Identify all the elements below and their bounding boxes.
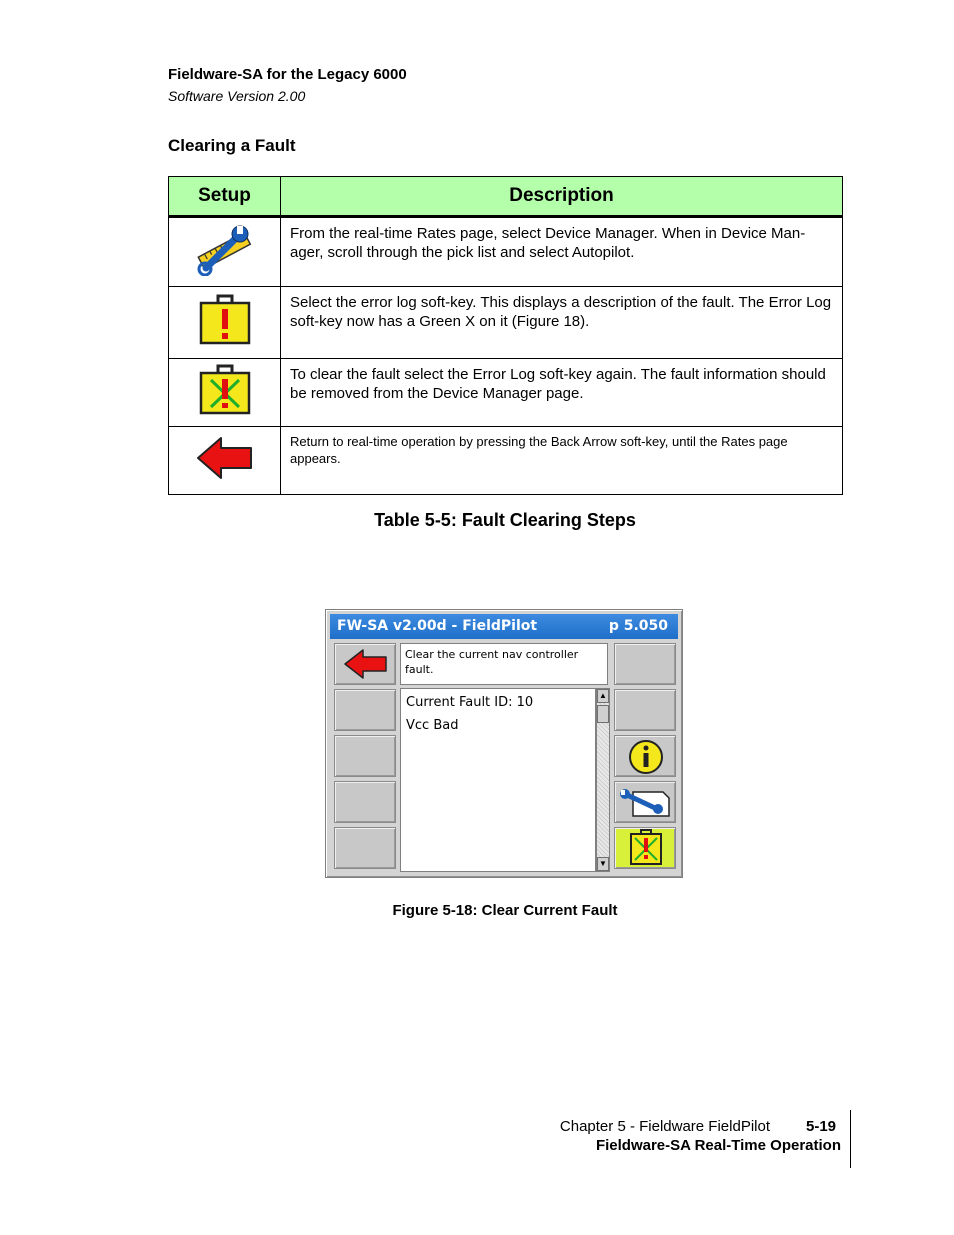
description-cell: From the real-time Rates page, select Device Manager. When in Device Man-ager, scroll through the pick list and select Autopilot. — [281, 217, 843, 287]
table-row — [169, 217, 843, 287]
softkey-left-4[interactable] — [334, 781, 396, 823]
softkey-left-3[interactable] — [334, 735, 396, 777]
list-item[interactable]: Current Fault ID: 10 — [406, 695, 534, 710]
back-arrow-softkey[interactable] — [334, 643, 396, 685]
section-title: Clearing a Fault — [168, 136, 296, 155]
fault-clearing-table — [168, 176, 843, 495]
device-manager-softkey[interactable] — [614, 781, 676, 823]
scroll-down-button[interactable]: ▼ — [597, 857, 609, 871]
error-log-softkey[interactable] — [614, 827, 676, 869]
screen-page-number: p 5.050 — [608, 618, 668, 634]
device-manager-wrench-ruler-icon — [196, 224, 254, 276]
softkey-right-2[interactable] — [614, 689, 676, 731]
setup-cell — [169, 217, 281, 287]
table-row — [169, 359, 843, 427]
info-softkey[interactable] — [614, 735, 676, 777]
column-header-description: Description — [281, 177, 843, 217]
setup-cell — [169, 287, 281, 359]
error-log-green-x-icon — [615, 828, 675, 868]
fieldpilot-screen — [325, 609, 683, 878]
table-row — [169, 287, 843, 359]
document-title: Fieldware-SA for the Legacy 6000 — [168, 66, 407, 83]
setup-cell — [169, 359, 281, 427]
description-cell: Return to real-time operation by pressing the Back Arrow soft-key, until the Rates page appears. — [281, 427, 843, 495]
column-header-setup: Setup — [169, 177, 281, 217]
back-arrow-icon — [195, 435, 255, 481]
message-box: Clear the current nav controller fault. — [400, 643, 608, 685]
figure-caption: Figure 5-18: Clear Current Fault — [392, 902, 618, 919]
table-row — [169, 427, 843, 495]
setup-cell — [169, 427, 281, 495]
footer-chapter: Chapter 5 - Fieldware FieldPilot — [559, 1118, 770, 1135]
wrench-document-icon — [615, 782, 675, 822]
scroll-thumb[interactable] — [597, 705, 609, 723]
softkey-left-5[interactable] — [334, 827, 396, 869]
table-caption: Table 5-5: Fault Clearing Steps — [374, 510, 636, 530]
screen-title: FW-SA v2.00d - FieldPilot — [337, 618, 538, 634]
screen-title-bar — [330, 614, 678, 639]
footer-section: Fieldware-SA Real-Time Operation — [595, 1137, 841, 1154]
software-version: Software Version 2.00 — [168, 88, 306, 104]
footer-page-number: 5-19 — [806, 1118, 837, 1135]
softkey-right-1[interactable] — [614, 643, 676, 685]
description-cell: Select the error log soft-key. This displays a description of the fault. The Error Log soft-key now has a Green X on it (Figure 18). — [281, 287, 843, 359]
error-log-green-x-icon — [199, 364, 251, 416]
back-arrow-icon — [335, 644, 395, 684]
info-icon — [615, 736, 675, 776]
scroll-up-button[interactable]: ▲ — [597, 689, 609, 703]
fault-list[interactable] — [400, 688, 596, 872]
softkey-left-2[interactable] — [334, 689, 396, 731]
list-item[interactable]: Vcc Bad — [406, 718, 459, 733]
error-log-exclamation-icon — [199, 294, 251, 346]
footer-divider — [850, 1110, 851, 1168]
description-cell: To clear the fault select the Error Log soft-key again. The fault information should be removed from the Device Manager page. — [281, 359, 843, 427]
list-scrollbar[interactable] — [596, 688, 610, 872]
